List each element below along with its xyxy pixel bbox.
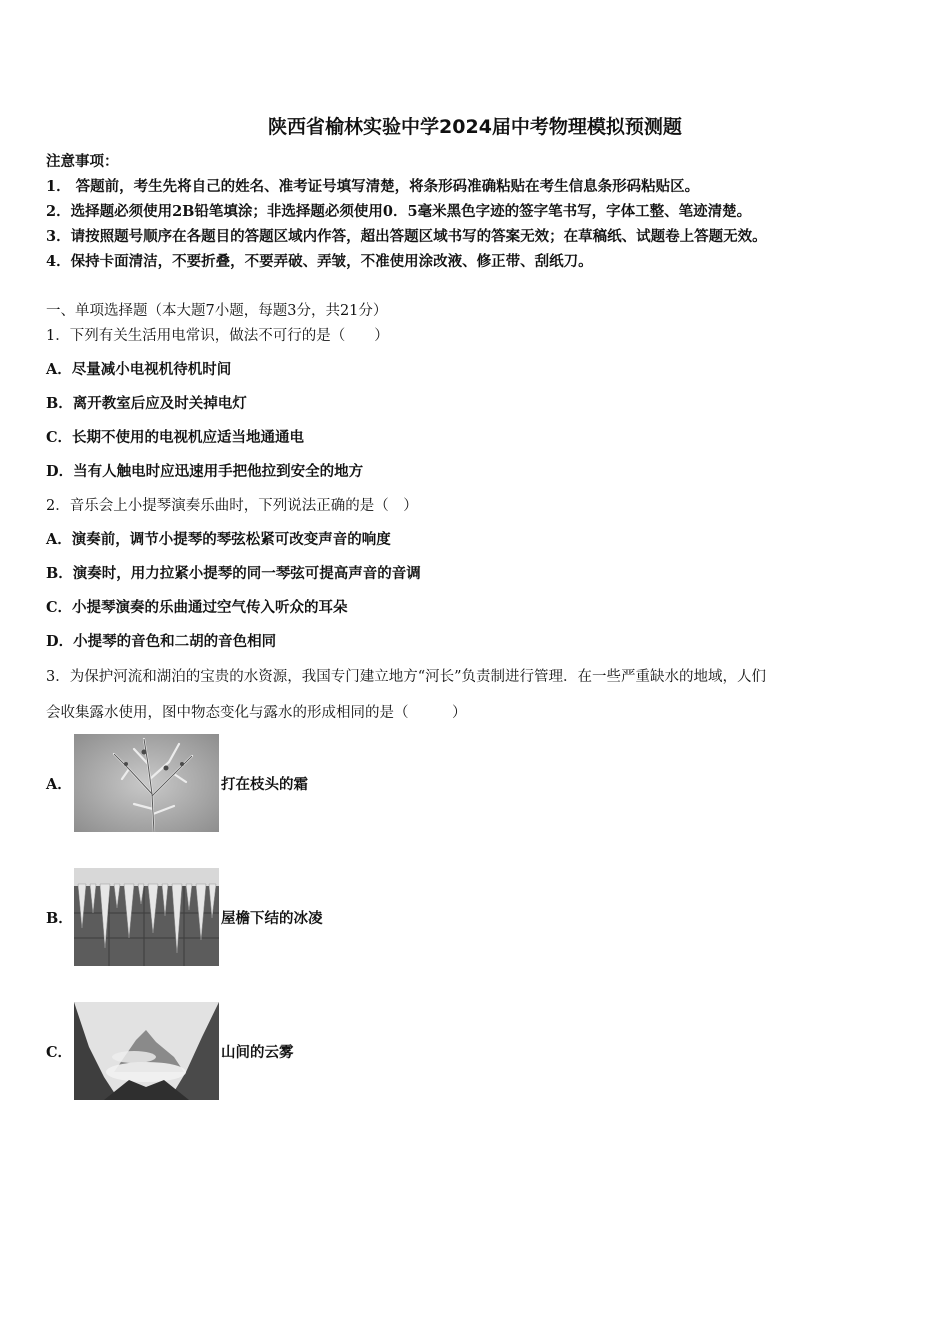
notice-item: 4．保持卡面清洁，不要折叠，不要弄破、弄皱，不准使用涂改液、修正带、刮纸刀。 (46, 253, 593, 270)
frost-branch-image (74, 734, 219, 832)
question-2-option-c: C．小提琴演奏的乐曲通过空气传入听众的耳朵 (46, 599, 348, 616)
question-1-option-b: B．离开教室后应及时关掉电灯 (46, 395, 247, 412)
option-letter: B． (46, 909, 73, 927)
question-2-stem: 2．音乐会上小提琴演奏乐曲时，下列说法正确的是（ ） (46, 498, 418, 514)
option-caption: 屋檐下结的冰凌 (221, 909, 323, 927)
option-letter: A． (46, 775, 72, 793)
section-heading: 一、单项选择题（本大题7小题，每题3分，共21分） (46, 303, 388, 319)
question-3-stem-line-2: 会收集露水使用，图中物态变化与露水的形成相同的是（ ） (46, 705, 467, 721)
icicles-image (74, 868, 219, 966)
question-3-option-b (46, 868, 323, 966)
notice-item: 3．请按照题号顺序在各题目的答题区域内作答，超出答题区域书写的答案无效；在草稿纸、试题卷上答题无效。 (46, 228, 767, 245)
question-3-option-a (46, 734, 308, 832)
notice-item: 2．选择题必须使用2B铅笔填涂；非选择题必须使用0．5毫米黑色字迹的签字笔书写，字体工整、笔迹清楚。 (46, 203, 752, 220)
question-1-option-c: C．长期不使用的电视机应适当地通通电 (46, 429, 305, 446)
option-letter: C． (46, 1043, 73, 1061)
question-1-option-a: A．尽量减小电视机待机时间 (46, 361, 232, 378)
question-2-option-a: A．演奏前，调节小提琴的琴弦松紧可改变声音的响度 (46, 531, 391, 548)
notice-item: 1． 答题前，考生先将自己的姓名、准考证号填写清楚，将条形码准确粘贴在考生信息条形码粘贴区。 (46, 178, 700, 195)
question-3-stem-line-1: 3．为保护河流和湖泊的宝贵的水资源，我国专门建立地方“河长”负责制进行管理．在一些严重缺水的地域，人们 (46, 669, 767, 685)
question-2-option-b: B．演奏时，用力拉紧小提琴的同一琴弦可提高声音的音调 (46, 565, 421, 582)
option-caption: 打在枝头的霜 (221, 775, 308, 793)
page-title: 陕西省榆林实验中学2024届中考物理模拟预测题 (268, 116, 682, 138)
option-caption: 山间的云雾 (221, 1043, 294, 1061)
question-2-option-d: D．小提琴的音色和二胡的音色相同 (46, 633, 277, 650)
notice-heading: 注意事项： (46, 153, 119, 170)
question-1-option-d: D．当有人触电时应迅速用手把他拉到安全的地方 (46, 463, 364, 480)
question-1-stem: 1．下列有关生活用电常识，做法不可行的是（ ） (46, 328, 389, 344)
question-3-option-c (46, 1002, 294, 1100)
mountain-fog-image (74, 1002, 219, 1100)
